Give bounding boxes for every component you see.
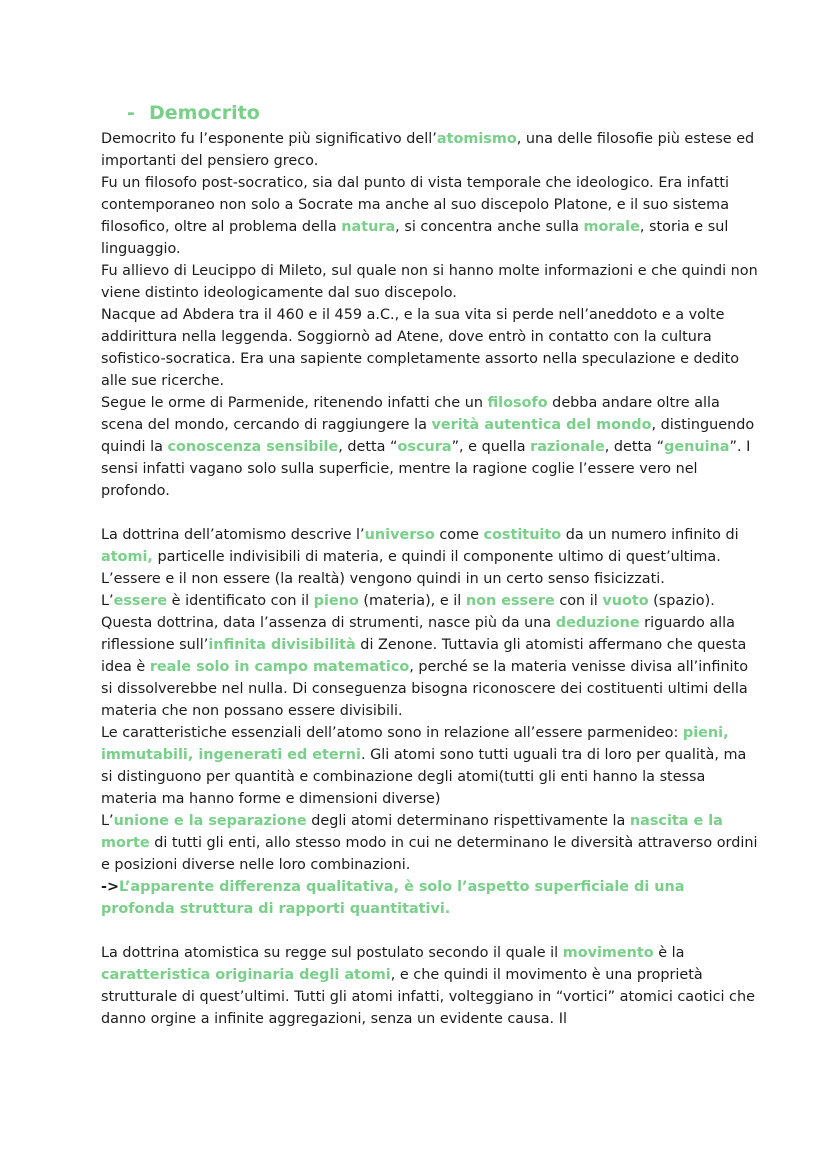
text-run: Fu un filosofo post-socratico, sia dal punto di vista temporale che ideologico. Era infatti contemporaneo non solo a Socrate ma anche al suo discepolo Platone, e il suo sistema filosofico, oltre al problema della bbox=[101, 175, 730, 235]
highlighted-term: oscura bbox=[397, 439, 452, 455]
text-run: , distinguendo quindi la bbox=[101, 417, 755, 455]
text-run: debba andare oltre alla scena del mondo, cercando di raggiungere la bbox=[101, 395, 720, 433]
text-run: Segue le orme di Parmenide, ritenendo infatti che un bbox=[101, 395, 488, 411]
text-run: La dottrina dell’atomismo descrive l’ bbox=[101, 527, 365, 543]
highlighted-term: razionale bbox=[530, 439, 605, 455]
paragraph bbox=[101, 942, 761, 1030]
paragraph bbox=[101, 172, 761, 260]
highlighted-term: infinita divisibilità bbox=[208, 637, 356, 653]
text-run: come bbox=[434, 527, 484, 543]
text-run: L’ bbox=[101, 813, 114, 829]
highlighted-term: costituito bbox=[483, 527, 562, 543]
text-run: ”. I sensi infatti vagano solo sulla superficie, mentre la ragione coglie l’essere vero nel profondo. bbox=[101, 439, 751, 499]
paragraph bbox=[101, 260, 761, 304]
text-run: La dottrina atomistica su regge sul postulato secondo il quale il bbox=[101, 945, 563, 961]
highlighted-term: essere bbox=[113, 593, 168, 609]
text-run: (materia), e il bbox=[358, 593, 466, 609]
highlighted-term: unione e la separazione bbox=[113, 813, 307, 829]
text-run: , perché se la materia venisse divisa all’infinito si dissolverebbe nel nulla. Di conseguenza bisogna riconoscere dei costituenti ultimi della materia che non possano essere divisibili. bbox=[101, 659, 749, 719]
text-run: ”, e quella bbox=[451, 439, 531, 455]
text-run: con il bbox=[554, 593, 603, 609]
highlighted-term: L’apparente differenza qualitativa, è solo l’aspetto superficiale di una profonda struttura di rapporti quantitativi. bbox=[101, 879, 685, 917]
paragraph bbox=[101, 722, 761, 810]
highlighted-term: verità autentica del mondo bbox=[431, 417, 652, 433]
text-run: L’essere e il non essere (la realtà) vengono quindi in un certo senso fisicizzati. bbox=[101, 571, 665, 587]
text-run: , una delle filosofie più estese ed importanti del pensiero greco. bbox=[101, 131, 755, 169]
text-run: di Zenone. Tuttavia gli atomisti affermano che questa idea è bbox=[101, 637, 747, 675]
section-heading bbox=[127, 100, 260, 126]
document-body bbox=[101, 128, 761, 1030]
text-run: Fu allievo di Leucippo di Mileto, sul quale non si hanno molte informazioni e che quindi non viene distinto ideologicamente dal suo discepolo. bbox=[101, 263, 758, 301]
highlighted-term: movimento bbox=[562, 945, 654, 961]
paragraph bbox=[101, 392, 761, 502]
highlighted-term: conoscenza sensibile bbox=[167, 439, 339, 455]
paragraph-gap bbox=[101, 502, 761, 524]
highlighted-term: caratteristica originaria degli atomi bbox=[101, 967, 391, 983]
paragraph bbox=[101, 128, 761, 172]
highlighted-term: vuoto bbox=[602, 593, 649, 609]
text-run: , detta “ bbox=[338, 439, 398, 455]
paragraph bbox=[101, 876, 761, 920]
text-run: . Gli atomi sono tutti uguali tra di loro per qualità, ma si distinguono per quantità e combinazione degli atomi(tutti gli enti hanno la stessa materia ma hanno forme e dimensioni diverse) bbox=[101, 747, 747, 807]
text-run: (spazio). Questa dottrina, data l’assenza di strumenti, nasce più da una bbox=[101, 593, 715, 631]
highlighted-term: reale solo in campo matematico bbox=[149, 659, 410, 675]
highlighted-term: genuina bbox=[664, 439, 730, 455]
paragraph bbox=[101, 304, 761, 392]
highlighted-term: filosofo bbox=[487, 395, 548, 411]
highlighted-term: universo bbox=[364, 527, 435, 543]
text-run: , storia e sul linguaggio. bbox=[101, 219, 729, 257]
highlighted-term: non essere bbox=[465, 593, 555, 609]
highlighted-term: deduzione bbox=[555, 615, 640, 631]
text-run: L’ bbox=[101, 593, 114, 609]
text-run: riguardo alla riflessione sull’ bbox=[101, 615, 735, 653]
highlighted-term: natura bbox=[341, 219, 396, 235]
highlighted-term: atomi, bbox=[101, 549, 153, 565]
text-run: degli atomi determinano rispettivamente la bbox=[306, 813, 630, 829]
paragraph bbox=[101, 524, 761, 568]
text-run: , e che quindi il movimento è una proprietà strutturale di quest’ultimi. Tutti gli atomi infatti, volteggiano in “vortici” atomici caotici che danno orgine a infinite aggregazioni, senza un evidente causa. Il bbox=[101, 967, 755, 1027]
highlighted-term: pieni, immutabili, ingenerati ed eterni bbox=[101, 725, 729, 763]
paragraph bbox=[101, 810, 761, 876]
highlighted-term: pieno bbox=[313, 593, 359, 609]
text-run: è la bbox=[653, 945, 685, 961]
text-run: di tutti gli enti, allo stesso modo in cui ne determinano le diversità attraverso ordini e posizioni diverse nelle loro combinazioni. bbox=[101, 835, 758, 873]
highlighted-term: atomismo bbox=[436, 131, 517, 147]
paragraph bbox=[101, 568, 761, 590]
heading-dash: - bbox=[127, 102, 135, 124]
text-run: da un numero infinito di bbox=[561, 527, 739, 543]
text-run: particelle indivisibili di materia, e quindi il componente ultimo di quest’ultima. bbox=[152, 549, 721, 565]
text-run: , detta “ bbox=[604, 439, 665, 455]
paragraph bbox=[101, 590, 761, 722]
highlighted-term: nascita e la morte bbox=[101, 813, 723, 851]
text-run: Nacque ad Abdera tra il 460 e il 459 a.C., e la sua vita si perde nell’aneddoto e a volte addirittura nella leggenda. Soggiornò ad Atene, dove entrò in contatto con la cultura sofistico-socratica. Era una sapiente completamente assorto nella speculazione e dedito alle sue ricerche. bbox=[101, 307, 740, 389]
text-run: è identificato con il bbox=[167, 593, 314, 609]
text-run: , si concentra anche sulla bbox=[395, 219, 584, 235]
text-run: Democrito fu l’esponente più significativo dell’ bbox=[101, 131, 437, 147]
highlighted-term: morale bbox=[583, 219, 640, 235]
paragraph-gap bbox=[101, 920, 761, 942]
text-run: Le caratteristiche essenziali dell’atomo sono in relazione all’essere parmenideo: bbox=[101, 725, 683, 741]
heading-title: Democrito bbox=[149, 102, 260, 124]
highlighted-term: -> bbox=[101, 879, 120, 895]
